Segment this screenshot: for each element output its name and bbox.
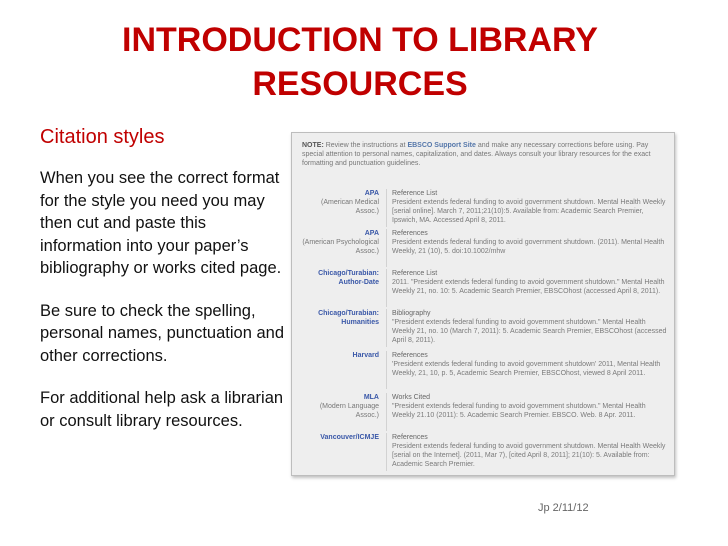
citation-text [392,309,670,345]
citation-heading: References [392,230,428,237]
note-text: Review the instructions at [323,142,408,149]
style-name [302,229,379,256]
style-name [302,309,379,327]
style-name [302,189,379,216]
row-divider [386,433,387,471]
citation-text [392,229,670,256]
style-title: Chicago/Turabian: Humanities [318,310,379,326]
slide-title-line-1: INTRODUCTION TO LIBRARY [122,21,598,59]
citation-note [302,141,670,185]
style-title: Chicago/Turabian: Author-Date [318,270,379,286]
citation-heading: Reference List [392,190,438,197]
row-divider [386,393,387,431]
paragraph-instructions: When you see the correct format for the style you need you may then cut and paste this information into your paper’s bibliography or works cited page. [40,169,282,277]
note-rest: and make any necessary corrections before using. Pay special attention to personal names, capitalization, and dates. Always consult your library resources for the exact formatting and punctuation guidelines. [302,142,651,167]
footer-date: Jp 2/11/12 [538,502,589,514]
paragraph-help: For additional help ask a librarian or consult library resources. [40,389,284,430]
style-name [302,433,379,442]
paragraph-check: Be sure to check the spelling, personal names, punctuation and other corrections. [40,301,285,365]
slide-title-line-2: RESOURCES [252,65,468,103]
style-subtitle: (American Medical Assoc.) [321,199,379,215]
citation-heading: Works Cited [392,394,430,401]
style-subtitle: (Modern Language Assoc.) [319,403,379,419]
citation-text [392,269,670,296]
row-divider [386,269,387,307]
citation-heading: References [392,434,428,441]
style-title: APA [364,190,379,197]
citation-body: President extends federal funding to avoid government shutdown. Mental Health Weekly [serial on the Internet]. (2011, Mar 7), [cited April 8, 2011]; 21(10): 5. Available from: Academic Search Premier. [392,443,666,468]
citation-body: 2011. "President extends federal funding to avoid government shutdown." Mental Health Weekly 21, no. 10: 5. Academic Search Premier, EBSCOhost (accessed April 8, 2011). [392,279,665,295]
row-divider [386,309,387,347]
style-subtitle: (American Psychological Assoc.) [302,239,379,255]
citation-text [392,393,670,420]
citation-heading: Bibliography [392,310,431,317]
style-title: MLA [363,394,379,401]
style-name [302,269,379,287]
citation-row [302,433,670,471]
style-title: APA [364,230,379,237]
citation-text [392,189,670,225]
citation-heading: References [392,352,428,359]
citation-body: 'President extends federal funding to avoid government shutdown' 2011, Mental Health Weekly, 21, 10, p. 5, Academic Search Premier, EBSCOhost, viewed 8 April 2011. [392,361,661,377]
citation-screenshot [291,132,675,476]
style-name [302,351,379,360]
row-divider [386,189,387,227]
subheading: Citation styles [40,126,165,148]
citation-body: "President extends federal funding to avoid government shutdown." Mental Health Weekly 21, no. 10 (March 7, 2011): 5. Academic Search Premier, EBSCOhost (accessed April 8, 2011). [392,319,667,344]
style-name [302,393,379,420]
citation-text [392,351,670,378]
text-column [40,124,290,452]
row-divider [386,351,387,389]
row-divider [386,229,387,267]
slide-title [60,18,660,106]
citation-row [302,393,670,431]
style-title: Harvard [352,352,379,359]
citation-body: President extends federal funding to avoid government shutdown. Mental Health Weekly [serial online]. March 7, 2011;21(10):5. Available from: Academic Search Premier, Ipswich, MA. Accessed April 8, 2011. [392,199,666,224]
citation-text [392,433,670,469]
style-title: Vancouver/ICMJE [320,434,379,441]
citation-row [302,309,670,347]
citation-body: President extends federal funding to avoid government shutdown. (2011). Mental Health Weekly, 21 (10), 5. doi:10.1002/mhw [392,239,665,255]
note-label: NOTE: [302,142,324,149]
citation-row [302,229,670,267]
citation-body: "President extends federal funding to avoid government shutdown." Mental Health Weekly 21.10 (2011): 5. Academic Search Premier. EBSCO. Web. 8 Apr. 2011. [392,403,646,419]
citation-row [302,351,670,389]
citation-heading: Reference List [392,270,438,277]
citation-row [302,269,670,307]
citation-row [302,189,670,227]
support-site-link[interactable]: EBSCO Support Site [407,142,476,149]
